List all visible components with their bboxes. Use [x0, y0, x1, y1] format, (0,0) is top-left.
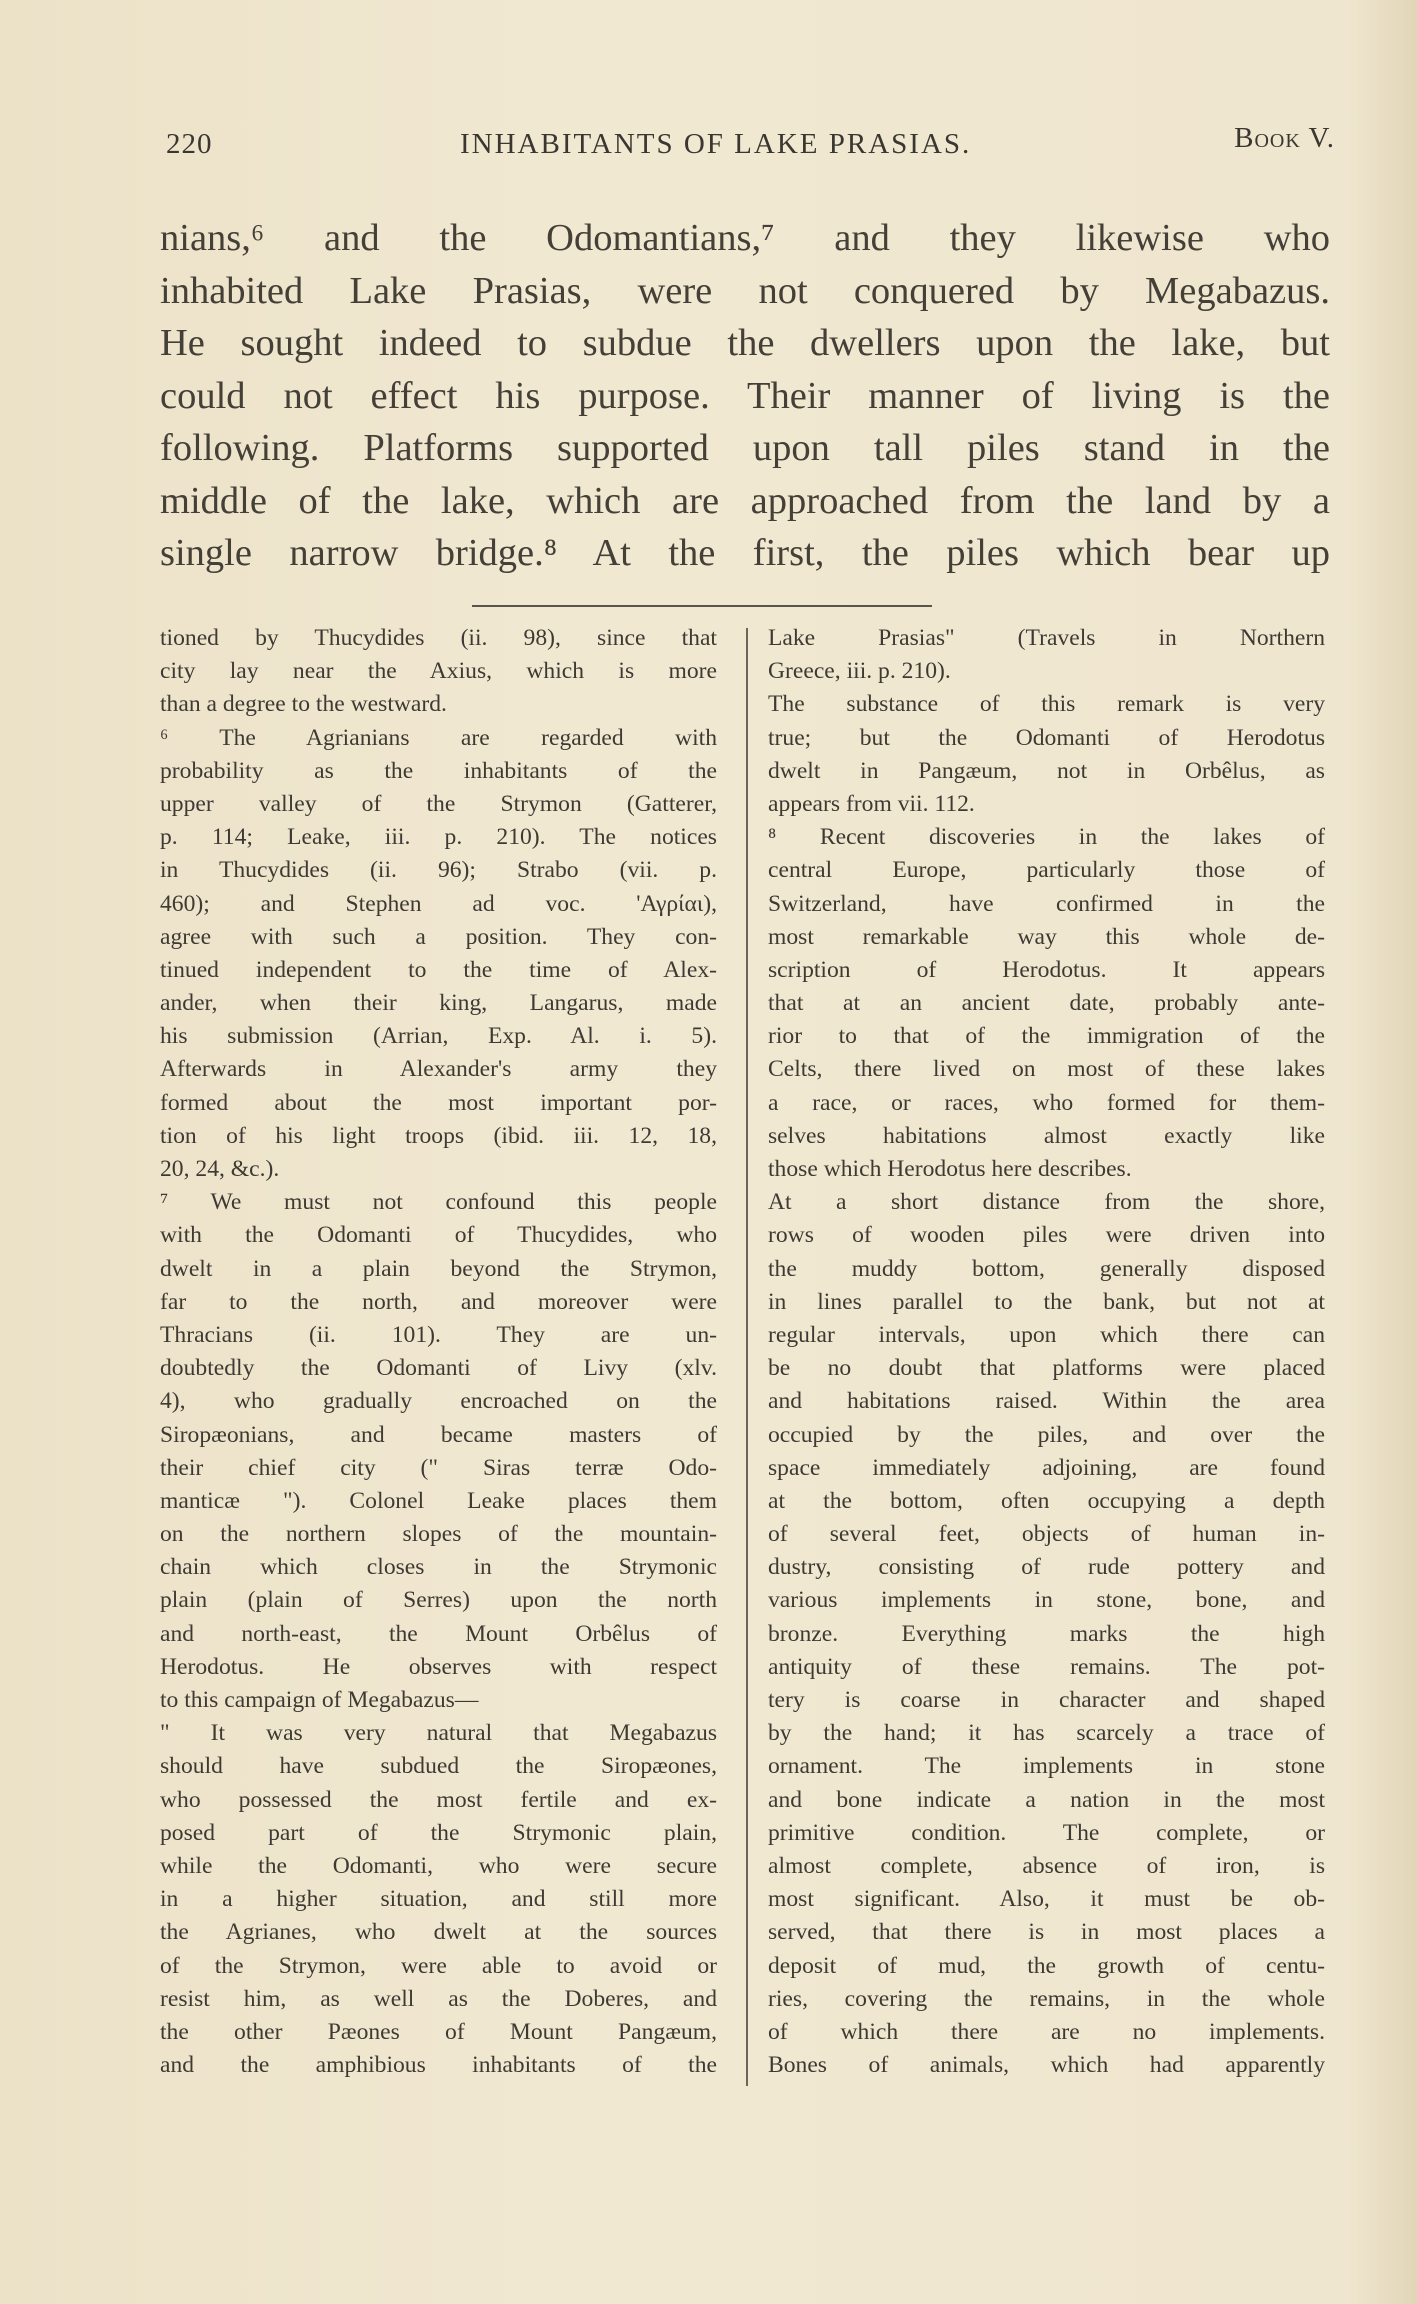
body-line: inhabited Lake Prasias, were not conquered by Megabazus.	[160, 269, 1330, 312]
footnote-line: tinued independent to the time of Alex-	[160, 956, 717, 983]
footnote-line: Switzerland, have confirmed in the	[768, 890, 1325, 917]
footnote-line: Greece, iii. p. 210).	[768, 658, 951, 685]
footnote-line: by the hand; it has scarcely a trace of	[768, 1720, 1325, 1747]
footnote-line: primitive condition. The complete, or	[768, 1819, 1325, 1846]
footnotes-right-column	[768, 622, 1325, 2082]
footnote-line: probability as the inhabitants of the	[160, 757, 717, 784]
footnote-line: of which there are no implements.	[768, 2018, 1325, 2045]
footnote-line: than a degree to the westward.	[160, 691, 447, 718]
footnote-line: of the Strymon, were able to avoid or	[160, 1952, 717, 1979]
footnote-line: who possessed the most fertile and ex-	[160, 1786, 717, 1813]
footnote-line: deposit of mud, the growth of centu-	[768, 1952, 1325, 1979]
footnote-line: Herodotus. He observes with respect	[160, 1653, 717, 1680]
footnote-line: should have subdued the Siropæones,	[160, 1753, 717, 1780]
footnote-line: Thracians (ii. 101). They are un-	[160, 1321, 717, 1348]
book-label: Book V.	[1234, 122, 1335, 154]
footnote-line: space immediately adjoining, are found	[768, 1454, 1325, 1481]
footnote-line: and the amphibious inhabitants of the	[160, 2052, 717, 2079]
running-header	[160, 122, 1355, 168]
footnote-line: posed part of the Strymonic plain,	[160, 1819, 717, 1846]
footnote-line: of several feet, objects of human in-	[768, 1521, 1325, 1548]
footnote-line: regular intervals, upon which there can	[768, 1321, 1325, 1348]
footnote-line: and north-east, the Mount Orbêlus of	[160, 1620, 717, 1647]
footnote-line: plain (plain of Serres) upon the north	[160, 1587, 717, 1614]
body-line: following. Platforms supported upon tall piles stand in the	[160, 427, 1330, 469]
footnote-line: antiquity of these remains. The pot-	[768, 1653, 1325, 1680]
footnote-line: to this campaign of Megabazus—	[160, 1687, 479, 1713]
footnote-line: selves habitations almost exactly like	[768, 1122, 1325, 1149]
footnote-line: be no doubt that platforms were placed	[768, 1355, 1325, 1382]
body-line: could not effect his purpose. Their manner of living is the	[160, 374, 1330, 417]
footnote-line: most significant. Also, it must be ob-	[768, 1886, 1325, 1913]
footnote-line: while the Odomanti, who were secure	[160, 1852, 717, 1879]
body-line: middle of the lake, which are approached from the land by a	[160, 479, 1330, 522]
footnote-line: 4), who gradually encroached on the	[160, 1388, 717, 1415]
footnote-line: scription of Herodotus. It appears	[768, 956, 1325, 983]
footnote-line: Afterwards in Alexander's army they	[160, 1056, 717, 1083]
footnote-line: at the bottom, often occupying a depth	[768, 1487, 1325, 1514]
body-line: nians,⁶ and the Odomantians,⁷ and they likewise who	[160, 217, 1330, 259]
footnote-line: true; but the Odomanti of Herodotus	[768, 724, 1325, 751]
footnote-line: formed about the most important por-	[160, 1089, 717, 1116]
footnote-line: Lake Prasias" (Travels in Northern	[768, 625, 1325, 651]
footnote-line: the muddy bottom, generally disposed	[768, 1255, 1325, 1282]
footnote-line: and bone indicate a nation in the most	[768, 1786, 1325, 1813]
footnote-line: manticæ "). Colonel Leake places them	[160, 1487, 717, 1514]
footnote-line: with the Odomanti of Thucydides, who	[160, 1222, 717, 1249]
footnote-line: tion of his light troops (ibid. iii. 12, 18,	[160, 1122, 717, 1149]
footnote-line: 20, 24, &c.).	[160, 1156, 280, 1182]
footnote-line: almost complete, absence of iron, is	[768, 1852, 1325, 1879]
footnotes-left-column	[160, 622, 717, 2082]
footnote-line: city lay near the Axius, which is more	[160, 658, 717, 685]
footnote-line: tery is coarse in character and shaped	[768, 1687, 1325, 1713]
footnote-line: agree with such a position. They con-	[160, 923, 717, 950]
footnote-line: in lines parallel to the bank, but not at	[768, 1288, 1325, 1315]
footnote-line: Celts, there lived on most of these lakes	[768, 1056, 1325, 1083]
footnote-line: on the northern slopes of the mountain-	[160, 1521, 717, 1548]
column-divider	[746, 628, 748, 2086]
footnote-line: in a higher situation, and still more	[160, 1886, 717, 1913]
footnote-line: their chief city (" Siras terræ Odo-	[160, 1454, 717, 1481]
footnote-line: those which Herodotus here describes.	[768, 1156, 1132, 1182]
footnote-line: ries, covering the remains, in the whole	[768, 1985, 1325, 2012]
footnote-line: chain which closes in the Strymonic	[160, 1554, 717, 1581]
footnote-line: the Agrianes, who dwelt at the sources	[160, 1919, 717, 1946]
footnote-line: most remarkable way this whole de-	[768, 923, 1325, 950]
footnote-line: bronze. Everything marks the high	[768, 1620, 1325, 1647]
footnote-line: tioned by Thucydides (ii. 98), since that	[160, 625, 717, 651]
footnote-line: dwelt in a plain beyond the Strymon,	[160, 1255, 717, 1282]
body-line: single narrow bridge.⁸ At the first, the piles which bear up	[160, 532, 1330, 574]
footnote-line: ornament. The implements in stone	[768, 1753, 1325, 1780]
footnote-line: upper valley of the Strymon (Gatterer,	[160, 790, 717, 817]
footnote-line: far to the north, and moreover were	[160, 1288, 717, 1315]
footnote-line: in Thucydides (ii. 96); Strabo (vii. p.	[160, 857, 717, 884]
footnote-line: the other Pæones of Mount Pangæum,	[160, 2018, 717, 2045]
footnote-line: The substance of this remark is very	[768, 691, 1325, 718]
footnote-line: his submission (Arrian, Exp. Al. i. 5).	[160, 1023, 717, 1050]
body-line: He sought indeed to subdue the dwellers upon the lake, but	[160, 322, 1330, 364]
footnote-line: dwelt in Pangæum, not in Orbêlus, as	[768, 757, 1325, 784]
footnote-line: various implements in stone, bone, and	[768, 1587, 1325, 1614]
footnote-line: ⁷ We must not confound this people	[160, 1189, 717, 1216]
footnote-line: Siropæonians, and became masters of	[160, 1421, 717, 1448]
footnote-line: " It was very natural that Megabazus	[160, 1720, 717, 1747]
footnote-line: Bones of animals, which had apparently	[768, 2052, 1325, 2079]
footnote-line: ⁸ Recent discoveries in the lakes of	[768, 824, 1325, 851]
footnote-rule	[472, 605, 932, 607]
footnote-line: that at an ancient date, probably ante-	[768, 990, 1325, 1017]
footnote-line: 460); and Stephen ad voc. 'Αγρίαι),	[160, 890, 717, 917]
footnote-line: appears from vii. 112.	[768, 790, 975, 817]
footnote-line: and habitations raised. Within the area	[768, 1388, 1325, 1415]
running-title: INHABITANTS OF LAKE PRASIAS.	[460, 128, 972, 160]
footnote-line: ander, when their king, Langarus, made	[160, 990, 717, 1017]
footnote-line: At a short distance from the shore,	[768, 1189, 1325, 1216]
page-number: 220	[166, 128, 213, 160]
footnote-line: rior to that of the immigration of the	[768, 1023, 1325, 1050]
footnote-line: occupied by the piles, and over the	[768, 1421, 1325, 1448]
footnote-line: ⁶ The Agrianians are regarded with	[160, 724, 717, 751]
footnote-line: served, that there is in most places a	[768, 1919, 1325, 1946]
footnote-line: dustry, consisting of rude pottery and	[768, 1554, 1325, 1581]
main-text	[160, 212, 1330, 580]
footnote-line: doubtedly the Odomanti of Livy (xlv.	[160, 1355, 717, 1382]
footnote-line: central Europe, particularly those of	[768, 857, 1325, 884]
footnote-line: resist him, as well as the Doberes, and	[160, 1985, 717, 2012]
footnote-line: rows of wooden piles were driven into	[768, 1222, 1325, 1249]
footnote-line: a race, or races, who formed for them-	[768, 1089, 1325, 1116]
footnote-line: p. 114; Leake, iii. p. 210). The notices	[160, 824, 717, 851]
